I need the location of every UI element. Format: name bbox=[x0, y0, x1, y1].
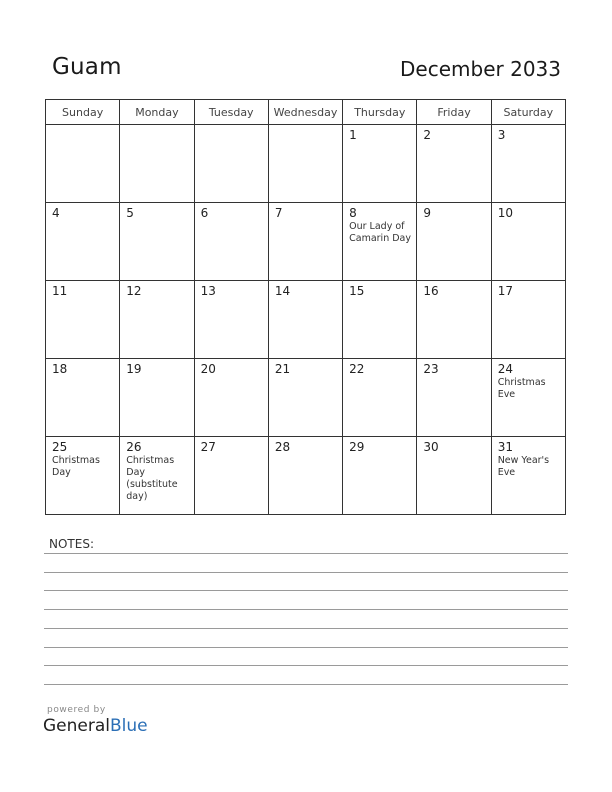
day-number: 27 bbox=[200, 440, 216, 454]
day-cell-19 bbox=[120, 359, 194, 437]
day-number: 1 bbox=[349, 128, 357, 142]
day-cell-31 bbox=[491, 437, 565, 515]
day-number: 22 bbox=[349, 362, 365, 376]
day-cell-15 bbox=[343, 281, 417, 359]
holiday-label: Christmas Day (substitute day) bbox=[126, 455, 178, 502]
empty-day-cell bbox=[46, 125, 120, 203]
day-cell-26 bbox=[120, 437, 194, 515]
weekday-sunday: Sunday bbox=[46, 100, 120, 125]
day-number: 7 bbox=[274, 206, 283, 220]
notes-label: NOTES: bbox=[49, 537, 94, 551]
day-cell-11 bbox=[46, 281, 120, 359]
weekday-tuesday: Tuesday bbox=[194, 100, 268, 125]
day-cell-3 bbox=[491, 125, 565, 203]
day-number: 28 bbox=[274, 440, 291, 454]
empty-day-cell bbox=[268, 125, 342, 203]
weekday-thursday: Thursday bbox=[343, 100, 417, 125]
day-cell-14 bbox=[268, 281, 342, 359]
day-number: 5 bbox=[126, 206, 134, 220]
holiday-label: Our Lady of Camarin Day bbox=[349, 221, 412, 244]
note-line bbox=[44, 590, 568, 591]
week-row bbox=[46, 125, 566, 203]
day-number: 29 bbox=[349, 440, 365, 454]
week-row bbox=[46, 203, 566, 281]
day-cell-24 bbox=[491, 359, 565, 437]
day-number: 24 bbox=[497, 362, 513, 376]
day-cell-12 bbox=[120, 281, 194, 359]
note-line bbox=[44, 609, 568, 610]
week-row bbox=[46, 281, 566, 359]
day-number: 13 bbox=[200, 284, 216, 298]
day-cell-28 bbox=[268, 437, 342, 515]
week-row bbox=[46, 437, 566, 515]
day-number: 6 bbox=[200, 206, 209, 220]
note-line bbox=[44, 647, 568, 648]
weekday-header-row bbox=[46, 100, 566, 125]
month-year-title: December 2033 bbox=[400, 57, 561, 81]
day-cell-25 bbox=[46, 437, 120, 515]
day-cell-4 bbox=[46, 203, 120, 281]
region-title: Guam bbox=[52, 54, 122, 80]
day-cell-6 bbox=[194, 203, 268, 281]
calendar-grid bbox=[45, 99, 566, 515]
day-cell-1 bbox=[343, 125, 417, 203]
day-number: 30 bbox=[423, 440, 439, 454]
day-cell-17 bbox=[491, 281, 565, 359]
day-cell-5 bbox=[120, 203, 194, 281]
note-line bbox=[44, 572, 568, 573]
day-cell-2 bbox=[417, 125, 491, 203]
day-number: 31 bbox=[497, 440, 513, 454]
day-cell-13 bbox=[194, 281, 268, 359]
day-number: 21 bbox=[274, 362, 291, 376]
day-number: 20 bbox=[200, 362, 216, 376]
day-cell-29 bbox=[343, 437, 417, 515]
day-number: 15 bbox=[349, 284, 365, 298]
brand-part1: General bbox=[43, 716, 110, 736]
day-number: 16 bbox=[423, 284, 439, 298]
holiday-label: New Year's Eve bbox=[497, 455, 550, 478]
calendar-body bbox=[46, 125, 566, 515]
empty-day-cell bbox=[194, 125, 268, 203]
brand-part2: Blue bbox=[110, 716, 148, 736]
day-cell-16 bbox=[417, 281, 491, 359]
day-cell-18 bbox=[46, 359, 120, 437]
day-cell-8 bbox=[343, 203, 417, 281]
note-line bbox=[44, 665, 568, 666]
note-line bbox=[44, 684, 568, 685]
day-number: 9 bbox=[423, 206, 432, 220]
day-number: 2 bbox=[423, 128, 432, 142]
day-cell-23 bbox=[417, 359, 491, 437]
generalblue-logo[interactable] bbox=[43, 716, 148, 736]
weekday-friday: Friday bbox=[417, 100, 491, 125]
weekday-monday: Monday bbox=[120, 100, 194, 125]
day-number: 10 bbox=[497, 206, 513, 220]
note-line bbox=[44, 628, 568, 629]
day-number: 25 bbox=[52, 440, 68, 454]
week-row bbox=[46, 359, 566, 437]
day-number: 26 bbox=[126, 440, 142, 454]
day-number: 18 bbox=[52, 362, 68, 376]
weekday-wednesday: Wednesday bbox=[268, 100, 342, 125]
day-number: 19 bbox=[126, 362, 142, 376]
day-number: 11 bbox=[52, 284, 68, 298]
day-cell-27 bbox=[194, 437, 268, 515]
day-cell-30 bbox=[417, 437, 491, 515]
day-cell-9 bbox=[417, 203, 491, 281]
day-number: 3 bbox=[497, 128, 506, 142]
day-cell-20 bbox=[194, 359, 268, 437]
empty-day-cell bbox=[120, 125, 194, 203]
day-cell-10 bbox=[491, 203, 565, 281]
powered-by-text: powered by bbox=[47, 705, 106, 715]
holiday-label: Christmas Day bbox=[52, 455, 100, 478]
day-number: 8 bbox=[349, 206, 357, 220]
day-cell-7 bbox=[268, 203, 342, 281]
day-number: 23 bbox=[423, 362, 439, 376]
day-cell-22 bbox=[343, 359, 417, 437]
day-number: 14 bbox=[274, 284, 291, 298]
holiday-label: Christmas Eve bbox=[497, 377, 546, 400]
note-line bbox=[44, 553, 568, 554]
day-number: 4 bbox=[52, 206, 60, 220]
day-cell-21 bbox=[268, 359, 342, 437]
day-number: 17 bbox=[497, 284, 513, 298]
weekday-saturday: Saturday bbox=[491, 100, 565, 125]
day-number: 12 bbox=[126, 284, 142, 298]
